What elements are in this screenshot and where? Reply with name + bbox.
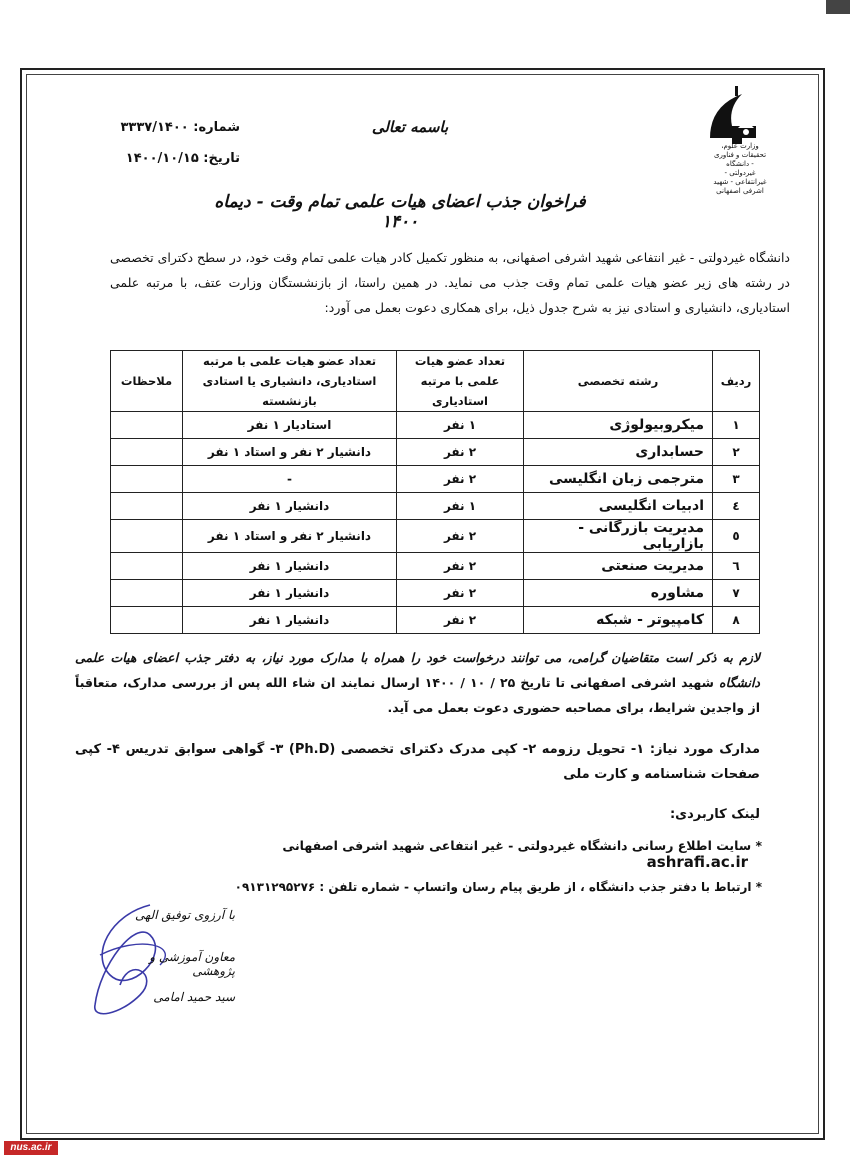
row-retired-count: - [183, 466, 397, 493]
row-notes [111, 580, 183, 607]
row-notes [111, 439, 183, 466]
number-label: شماره: [193, 120, 240, 135]
row-retired-count: دانشیار ۲ نفر و استاد ۱ نفر [183, 520, 397, 553]
date-label: تاریخ: [203, 151, 240, 166]
row-field: حسابداری [524, 439, 713, 466]
contact-line [230, 880, 762, 894]
row-assistant-count: ۲ نفر [397, 439, 524, 466]
table-row [111, 439, 760, 466]
date-value: ۱۴۰۰/۱۰/۱۵ [125, 151, 199, 166]
row-assistant-count: ۲ نفر [397, 466, 524, 493]
row-notes [111, 466, 183, 493]
contact-phone[interactable]: ۰۹۱۳۱۲۹۵۲۷۶ [234, 880, 316, 894]
note-paragraph [75, 645, 760, 720]
signature-line-2: معاون آموزشی و پژوهشی [149, 950, 235, 978]
row-assistant-count: ۲ نفر [397, 607, 524, 634]
header-assistant: تعداد عضو هیات علمی با مرتبه استادیاری [397, 351, 524, 412]
links-title: لینک کاربردی: [669, 807, 760, 822]
row-assistant-count: ۲ نفر [397, 553, 524, 580]
corner-mark [826, 0, 850, 14]
row-notes [111, 553, 183, 580]
row-notes [111, 493, 183, 520]
page-title: فراخوان جذب اعضای هیات علمی تمام وقت - دیماه ۱۴۰۰ [214, 192, 586, 232]
header-retired: تعداد عضو هیات علمی با مرتبه استادیاری، دانشیاری یا استادی بازنشسته [183, 351, 397, 412]
number-value: ۳۳۳۷/۱۴۰۰ [120, 120, 189, 135]
required-documents: مدارک مورد نیاز: ۱- تحویل رزومه ۲- کپی مدرک دکترای تخصصی (Ph.D) ۳- گواهی سوابق تدریس ۴- کپی صفحات شناسنامه و کارت ملی [75, 742, 761, 782]
signature-line-1: با آرزوی توفیق الهی [135, 908, 235, 922]
table-row [111, 412, 760, 439]
row-assistant-count: ۲ نفر [397, 580, 524, 607]
row-index: ۲ [713, 439, 760, 466]
row-index: ٤ [713, 493, 760, 520]
row-retired-count: دانشیار ۱ نفر [183, 580, 397, 607]
table-row [111, 553, 760, 580]
row-retired-count: دانشیار ۱ نفر [183, 553, 397, 580]
row-retired-count: دانشیار ۱ نفر [183, 493, 397, 520]
row-field: مشاوره [524, 580, 713, 607]
intro-paragraph: دانشگاه غیردولتی - غیر انتفاعی شهید اشرفی اصفهانی، به منظور تکمیل کادر هیات علمی تمام وقت خود، در سطح دکترای تخصصی در رشته های زیر عضو هیات علمی تمام وقت جذب می نماید. در همین راستا، از بازنشستگان وزارت عتف، با مرتبه علمی استادیاری، دانشیاری و استادی نیز به شرح جدول ذیل، برای همکاری دعوت بعمل می آورد: [110, 250, 790, 315]
note-italic: لازم به ذکر است متقاضیان گرامی، می توانند درخواست خود را همراه با مدارک مورد نیاز، به دفتر جذب اعضای هیات علمی دانشگاه [75, 650, 760, 690]
contact-text: * ارتباط با دفتر جذب دانشگاه ، از طریق پیام رسان واتساپ - شماره تلفن : [319, 880, 762, 894]
row-index: ۳ [713, 466, 760, 493]
row-assistant-count: ۱ نفر [397, 412, 524, 439]
row-index: ٦ [713, 553, 760, 580]
row-notes [111, 412, 183, 439]
website-text: * سایت اطلاع رسانی دانشگاه غیردولتی - غیر انتفاعی شهید اشرفی اصفهانی [282, 838, 762, 853]
row-field: میکروبیولوژی [524, 412, 713, 439]
positions-table [110, 350, 760, 634]
bismillah: باسمه تعالی [371, 118, 449, 136]
website-link[interactable]: ashrafi.ac.ir [646, 853, 748, 871]
logo-text: وزارت علوم، تحقیقات و فناوری - دانشگاه غیردولتی - غیرانتفاعی - شهید اشرفی اصفهانی [713, 142, 767, 195]
table-row [111, 520, 760, 553]
header-field: رشته تخصصی [524, 351, 713, 412]
row-index: ۸ [713, 607, 760, 634]
row-index: ۱ [713, 412, 760, 439]
source-badge: nus.ac.ir [4, 1141, 58, 1155]
website-line [230, 838, 762, 871]
table-row [111, 607, 760, 634]
table-header-row [111, 351, 760, 412]
table-row [111, 580, 760, 607]
row-field: ادبیات انگلیسی [524, 493, 713, 520]
row-assistant-count: ۱ نفر [397, 493, 524, 520]
row-assistant-count: ۲ نفر [397, 520, 524, 553]
row-field: کامپیوتر - شبکه [524, 607, 713, 634]
row-field: مدیریت صنعتی [524, 553, 713, 580]
note-rest: شهید اشرفی اصفهانی تا تاریخ ۲۵ / ۱۰ / ۱۴۰۰ ارسال نمایند ان شاء الله پس از بررسی مدارک، متعاقباً از واجدین شرایط، برای مصاحبه حضوری دعوت بعمل می آید. [75, 675, 760, 715]
signature-line-3: سید حمید امامی [153, 990, 235, 1004]
header-notes: ملاحظات [111, 351, 183, 412]
row-notes [111, 520, 183, 553]
row-notes [111, 607, 183, 634]
row-retired-count: دانشیار ۱ نفر [183, 607, 397, 634]
header-row-index: ردیف [713, 351, 760, 412]
row-retired-count: استادیار ۱ نفر [183, 412, 397, 439]
row-retired-count: دانشیار ۲ نفر و استاد ۱ نفر [183, 439, 397, 466]
row-field: مدیریت بازرگانی - بازاریابی [524, 520, 713, 553]
letter-number [110, 120, 240, 135]
letter-date [110, 151, 240, 166]
table-row [111, 466, 760, 493]
row-index: ٥ [713, 520, 760, 553]
row-field: مترجمی زبان انگلیسی [524, 466, 713, 493]
row-index: ۷ [713, 580, 760, 607]
table-row [111, 493, 760, 520]
